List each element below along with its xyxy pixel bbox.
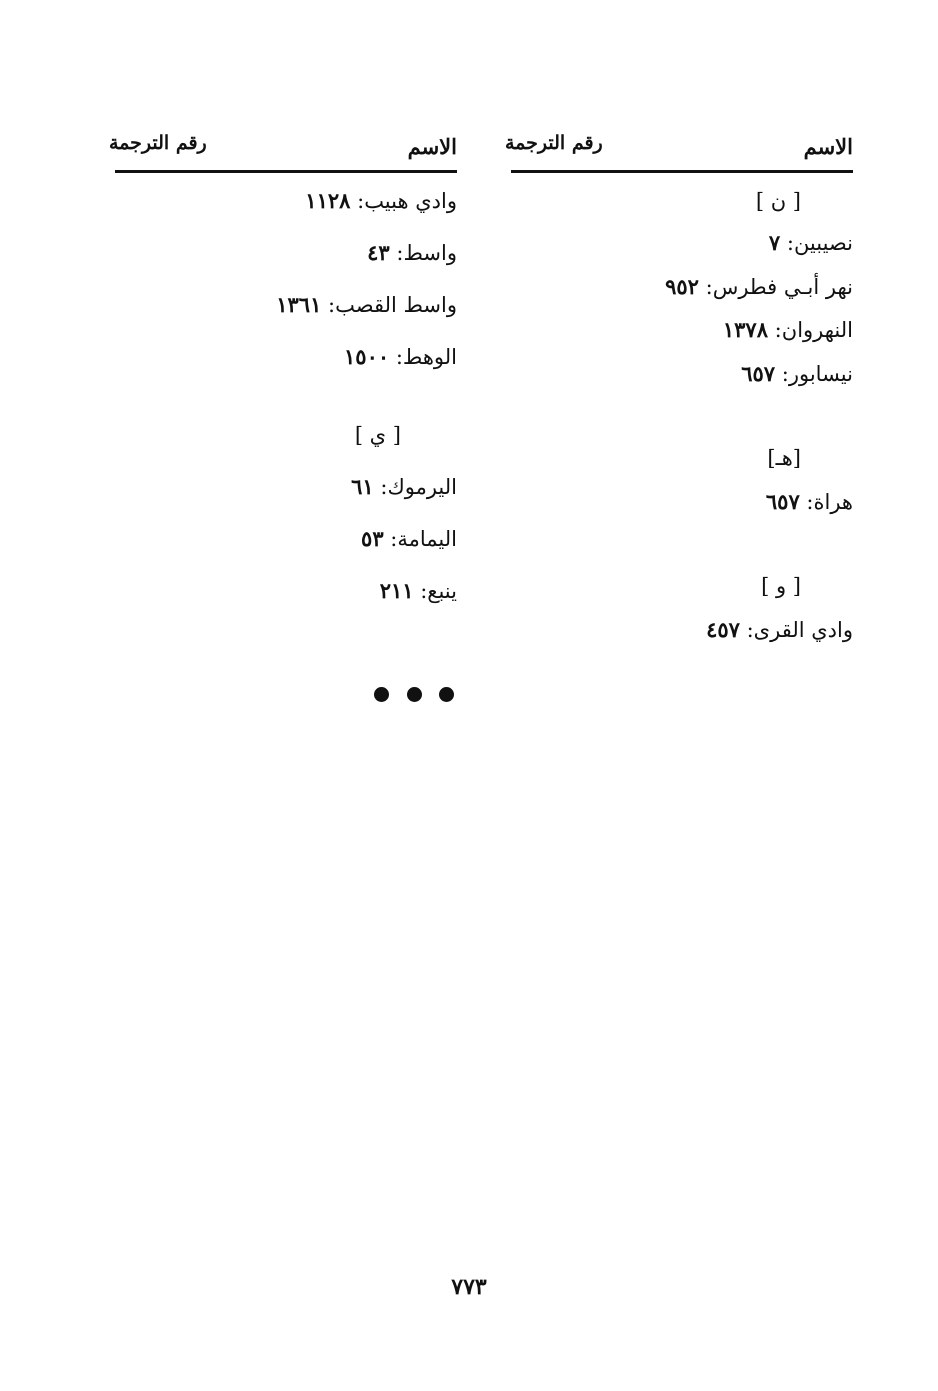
entry-name: الوهط bbox=[402, 345, 457, 369]
index-entry: واسط: ٤٣ bbox=[367, 240, 457, 265]
index-column-left bbox=[109, 128, 457, 605]
index-entry: وادي هبيب: ١١٢٨ bbox=[305, 188, 457, 213]
index-entry: نصيبين: ٧ bbox=[768, 230, 853, 255]
entry-number: ٩٥٢ bbox=[665, 274, 699, 299]
section-heading-nun: [ ن ] bbox=[755, 189, 801, 213]
entry-number: ٦٥٧ bbox=[741, 361, 776, 386]
entry-name: اليمامة bbox=[397, 527, 457, 551]
page-number: ٧٧٣ bbox=[451, 1274, 487, 1300]
ornament-dot bbox=[374, 687, 389, 702]
entry-name: ينبع bbox=[427, 579, 457, 603]
index-entry: وادي القرى: ٤٥٧ bbox=[706, 617, 853, 642]
column-header bbox=[109, 128, 457, 173]
section-heading-ya: [ ي ] bbox=[354, 423, 401, 447]
entry-number: ١١٢٨ bbox=[305, 188, 351, 213]
name-column-heading: الاسم bbox=[803, 134, 853, 159]
entry-number: ٤٥٧ bbox=[706, 617, 740, 642]
entry-name: نهر أبـي فطرس bbox=[712, 275, 853, 299]
index-entry: الوهط: ١٥٠٠ bbox=[344, 344, 457, 369]
entry-name: النهروان bbox=[781, 318, 853, 342]
index-entry: هراة: ٦٥٧ bbox=[765, 489, 853, 514]
entry-name: وادي القرى bbox=[753, 618, 853, 642]
index-entry: نيسابور: ٦٥٧ bbox=[741, 361, 853, 386]
entry-name: وادي هبيب bbox=[364, 189, 457, 213]
name-column-heading: الاسم bbox=[407, 134, 457, 159]
ornament-dot bbox=[407, 687, 422, 702]
entry-number: ٢١١ bbox=[379, 578, 414, 603]
entry-name: نيسابور bbox=[788, 362, 853, 386]
entry-name: اليرموك bbox=[387, 475, 457, 499]
entry-number: ٦١ bbox=[351, 474, 374, 499]
number-column-heading: رقم الترجمة bbox=[109, 132, 207, 154]
index-entry: اليمامة: ٥٣ bbox=[361, 526, 457, 551]
section-heading-waw: [ و ] bbox=[761, 574, 801, 598]
entry-name: نصيبين bbox=[793, 231, 853, 255]
entry-name: هراة bbox=[813, 490, 853, 514]
entry-number: ٥٣ bbox=[361, 526, 384, 551]
section-heading-ha: [هـ] bbox=[767, 446, 801, 470]
end-ornament bbox=[374, 684, 454, 704]
entry-name: واسط bbox=[403, 241, 457, 265]
entry-number: ١٥٠٠ bbox=[344, 344, 390, 369]
index-column-right bbox=[505, 128, 853, 644]
entry-number: ١٣٧٨ bbox=[722, 317, 768, 342]
index-entry: نهر أبـي فطرس: ٩٥٢ bbox=[665, 274, 853, 299]
index-entry: النهروان: ١٣٧٨ bbox=[722, 317, 853, 342]
index-entry: ينبع: ٢١١ bbox=[379, 578, 457, 603]
number-column-heading: رقم الترجمة bbox=[505, 132, 603, 154]
index-entry: اليرموك: ٦١ bbox=[351, 474, 457, 499]
entry-number: ٦٥٧ bbox=[765, 489, 800, 514]
entry-number: ٤٣ bbox=[367, 240, 390, 265]
entry-number: ٧ bbox=[768, 230, 781, 255]
entry-number: ١٣٦١ bbox=[276, 292, 322, 317]
entry-name: واسط القصب bbox=[335, 293, 457, 317]
index-entry: واسط القصب: ١٣٦١ bbox=[276, 292, 457, 317]
ornament-dot bbox=[439, 687, 454, 702]
column-header bbox=[505, 128, 853, 173]
